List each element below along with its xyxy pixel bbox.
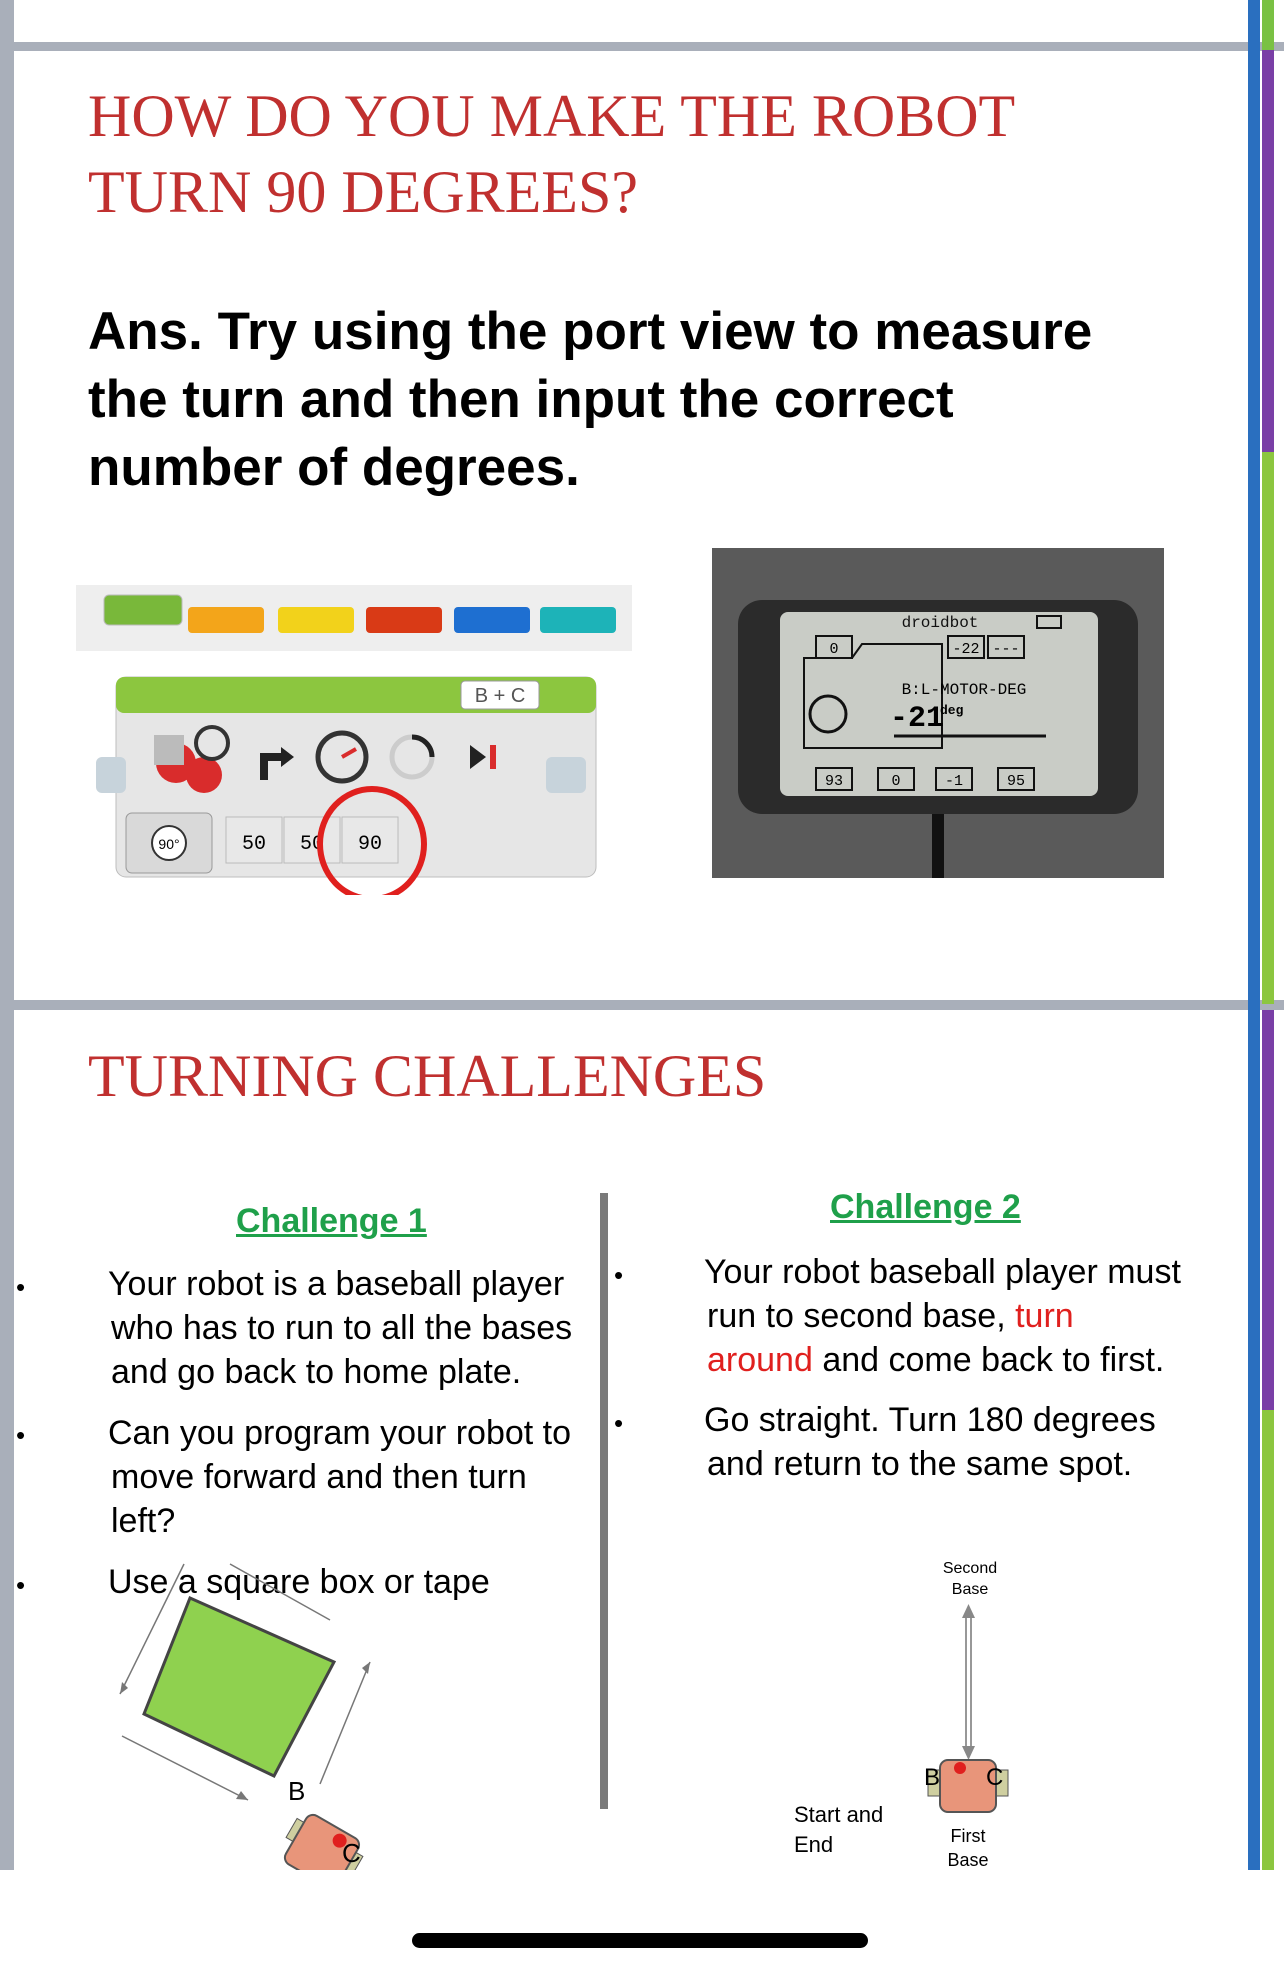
second-base-line2: Base [951,1581,989,1598]
right-accent-seg [1262,0,1274,50]
challenge1-item2-line2: move forward and then turn [111,1458,527,1496]
second-base-label [920,1558,1020,1600]
brick-bottom-value-1: 93 [824,773,844,790]
right-accent-green-2 [1262,1410,1274,1870]
robot2-label-c: C [986,1764,1004,1791]
slide-divider-middle [0,1000,1284,1010]
challenge2-heading: Challenge 2 [830,1188,1021,1226]
challenge1-item2 [108,1411,571,1543]
challenge2-item2-line2: and return to the same spot. [707,1445,1133,1483]
first-base-label [918,1824,1018,1870]
challenge2-item1-line3b: and come back to first. [812,1341,1165,1379]
right-accent-blue [1248,0,1260,1870]
square-path-diagram [104,1550,394,1870]
challenge1-heading: Challenge 1 [236,1202,427,1240]
brick-bottom-value-2: 0 [891,773,901,790]
brick-top-value-1: 0 [829,641,839,658]
slide1-title-line2: TURN 90 DEGREES? [88,159,638,225]
challenge2-item1-line1: Your robot baseball player must [704,1253,1181,1291]
brick-sensor-label: B:L-MOTOR-DEG [901,681,1027,699]
challenge1-item2-line1: Can you program your robot to [108,1414,572,1452]
move-steering-block-image [76,585,636,895]
challenge2-bullet-1: • [614,1260,624,1290]
block-input-3: 90 [357,833,383,856]
challenge2-bullet-2: • [614,1408,624,1438]
brick-name: droidbot [901,614,979,632]
challenge1-bullet-1: • [16,1272,26,1302]
block-input-2: 50 [299,833,325,856]
brick-screen-image [712,548,1164,878]
brick-bottom-value-4: 95 [1006,773,1026,790]
right-accent-green [1262,452,1274,1004]
right-accent-purple-2 [1262,1010,1274,1410]
slide2-title: TURNING CHALLENGES [88,1043,767,1109]
challenge1-item2-line3: left? [111,1502,176,1540]
brick-top-value-2: -22 [952,641,980,658]
answer-line3: number of degrees. [88,438,580,497]
first-base-line2: Base [947,1850,989,1870]
right-accent-purple [1262,50,1274,452]
slide-divider-top [0,42,1284,51]
slide1-title [88,78,1015,230]
challenge1-bullet-3: • [16,1570,26,1600]
brick-unit: deg [940,703,964,718]
challenge1-item1-line1: Your robot is a baseball player [108,1265,565,1303]
block-input-1: 50 [241,833,267,856]
column-divider [600,1193,608,1809]
challenge2-item2 [704,1398,1156,1486]
answer-text [88,298,1092,502]
robot2-label-b: B [924,1764,941,1791]
start-end-line1: Start and [794,1802,884,1827]
brick-reading: -21 [890,702,945,736]
brick-top-value-3: --- [992,641,1020,658]
challenge1-item1-line2: who has to run to all the bases [111,1309,573,1347]
slide1-title-line1: HOW DO YOU MAKE THE ROBOT [88,83,1016,149]
bottom-safe-area [0,1870,1284,1979]
challenge1-bullet-2: • [16,1420,26,1450]
robot1-label-b: B [288,1776,306,1806]
block-port-label: B + C [474,685,526,707]
challenge2-item1-line2b: turn [1015,1297,1074,1335]
challenge1-item1 [108,1262,572,1394]
block-mode-value: 90° [158,836,180,852]
challenge2-item1-line2a: run to second base, [707,1297,1016,1335]
start-end-line2: End [794,1832,834,1857]
start-end-label [794,1800,883,1860]
left-frame-border [0,0,14,1870]
challenge1-item1-line3: and go back to home plate. [111,1353,522,1391]
answer-line1: Ans. Try using the port view to measure [88,302,1093,361]
robot1-label-c: C [342,1838,361,1868]
challenge2-item1 [704,1250,1181,1382]
first-base-line1: First [950,1826,986,1846]
challenge2-item1-line3 [704,1338,1181,1382]
second-base-line1: Second [942,1560,998,1577]
challenge1-item3: Use a square box or tape [108,1563,490,1601]
answer-line2: the turn and then input the correct [88,370,954,429]
challenge2-item2-line1: Go straight. Turn 180 degrees [704,1401,1156,1439]
challenge2-item1-line3a: around [707,1341,813,1379]
home-indicator[interactable] [412,1933,868,1948]
brick-bottom-value-3: -1 [944,773,964,790]
challenge2-item1-line2 [704,1294,1181,1338]
